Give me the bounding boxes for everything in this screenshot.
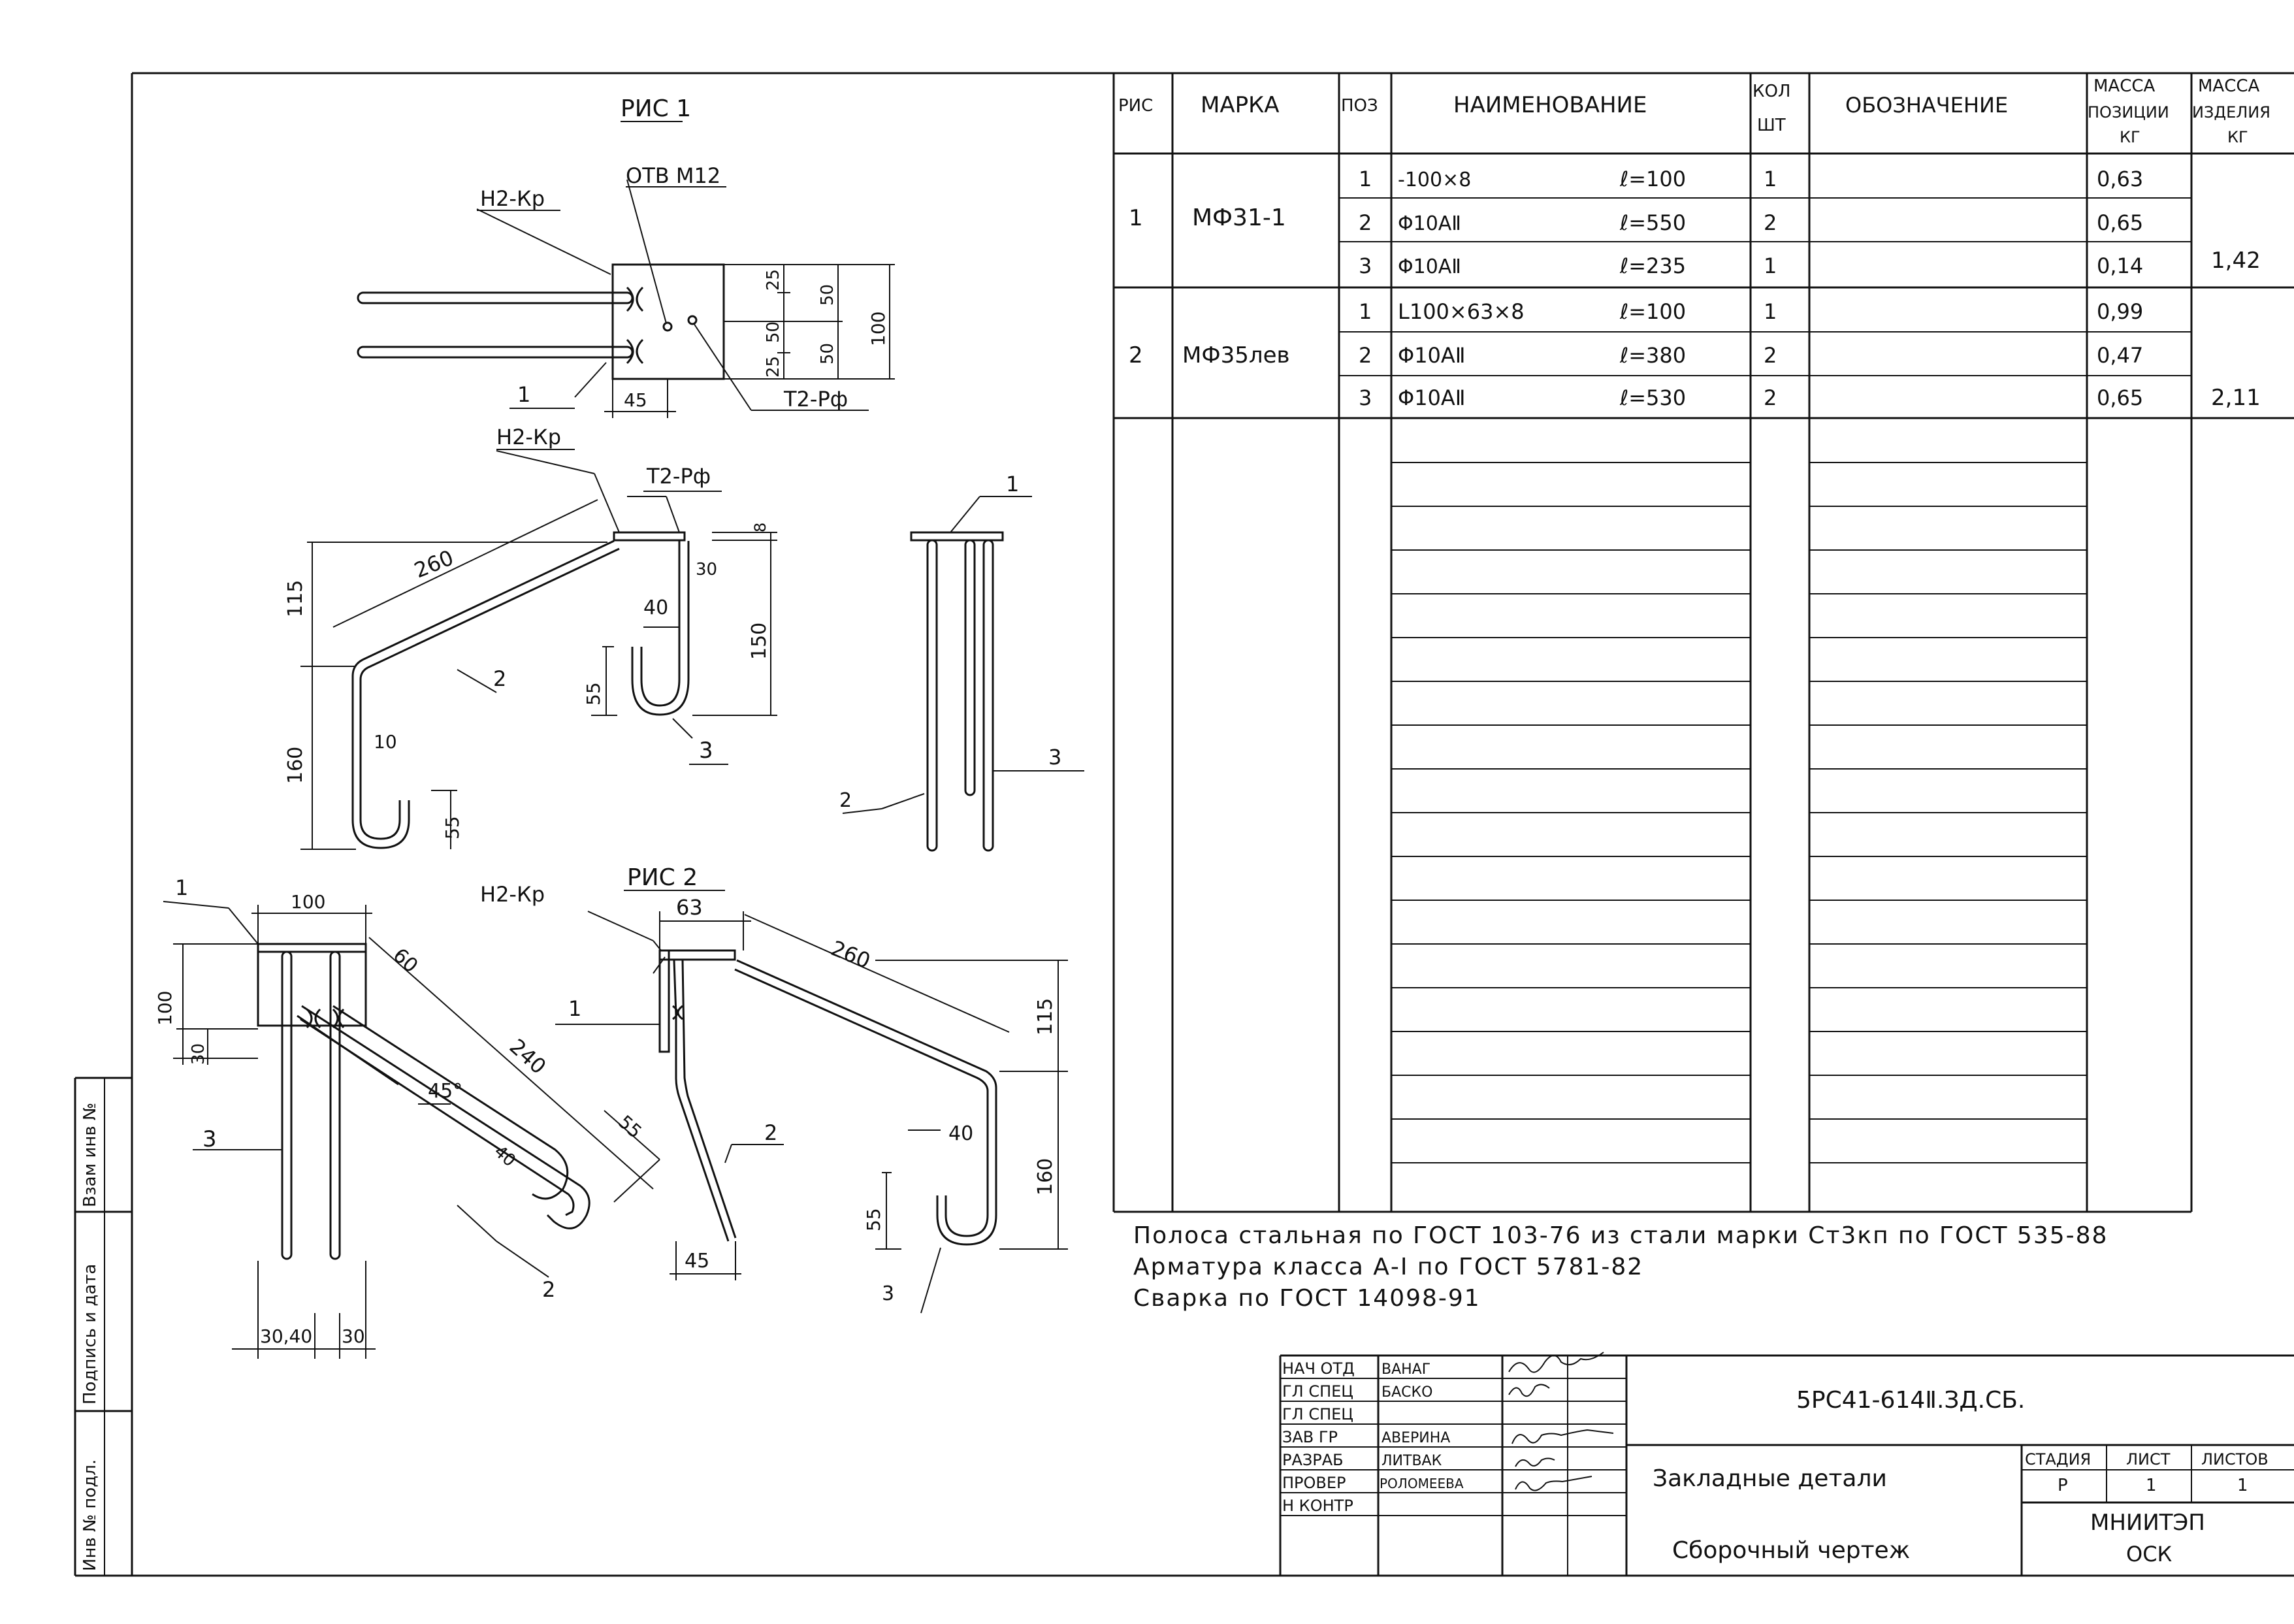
g1-r3-mass: 0,14 [2097, 253, 2144, 278]
fig2-dim-240: 240 [504, 1033, 551, 1079]
g1-r2-name: Φ10АⅡ [1398, 212, 1462, 235]
fig1-dim-50b: 50 [818, 284, 837, 306]
fig1-hole-label: ОТВ М12 [626, 163, 721, 188]
fig1-dim-50c: 50 [818, 342, 837, 365]
fig1-dim-10: 10 [374, 731, 397, 753]
fig2-dim-30b: 30 [342, 1325, 365, 1347]
fig1-dim-160: 160 [284, 746, 307, 784]
title-block [1280, 1352, 2294, 1576]
fig1-weld-h2-side: Н2-Кр [496, 425, 561, 449]
fig1-dim-150: 150 [748, 622, 771, 660]
g1-r2-len: ℓ=550 [1620, 210, 1687, 235]
fig2-dim-63: 63 [676, 895, 703, 920]
th-ris: РИС [1118, 96, 1154, 116]
fig1-side-view [300, 451, 777, 849]
tb-title-1: Закладные детали [1653, 1465, 1887, 1492]
fig2-dim-55: 55 [614, 1111, 646, 1143]
fig2-dim-260: 260 [828, 935, 874, 974]
fig2-dim-45: 45 [685, 1250, 710, 1273]
fig2-side-pos2: 2 [764, 1120, 778, 1145]
g2-r1-poz: 1 [1359, 299, 1372, 324]
fig1-weld-t2-side: Т2-Рф [647, 464, 711, 489]
fig2-dim-100v: 100 [154, 990, 176, 1026]
th-poz: ПОЗ [1341, 96, 1378, 116]
fig1-dim-55b: 55 [583, 682, 604, 706]
th-kol2: ШТ [1757, 116, 1786, 135]
fig2-weld-h2: Н2-Кр [480, 882, 545, 907]
tb-role-7: Н КОНТР [1282, 1497, 1353, 1515]
g1-r1-mass: 0,63 [2097, 167, 2144, 191]
fig2-front-pos1: 1 [175, 875, 189, 900]
g1-r2-kol: 2 [1764, 210, 1777, 235]
fig1-front-pos3: 3 [1048, 745, 1062, 770]
fig1-weld-t2: Т2-Рф [784, 387, 848, 412]
fig1-dim-100: 100 [867, 311, 889, 346]
fig1-plan-pos1: 1 [517, 382, 531, 407]
tb-stage-header: СТАДИЯ [2025, 1450, 2092, 1469]
th-name: НАИМЕНОВАНИЕ [1453, 92, 1647, 118]
fig2-dim-115: 115 [1034, 998, 1057, 1035]
g2-r2-kol: 2 [1764, 343, 1777, 368]
note-strip-steel: Полоса стальная по ГОСТ 103-76 из стали марки Ст3кп по ГОСТ 535-88 [1133, 1222, 2108, 1249]
figure-2 [154, 864, 1068, 1359]
fig1-plan-view [358, 180, 895, 418]
fig2-dim-160: 160 [1034, 1158, 1057, 1195]
g1-ris: 1 [1129, 205, 1143, 231]
g1-r2-mass: 0,65 [2097, 210, 2144, 235]
figure-1 [284, 95, 1084, 851]
th-kol: КОЛ [1753, 82, 1791, 101]
fig2-front-pos3: 3 [202, 1126, 217, 1152]
g2-r3-poz: 3 [1359, 385, 1372, 410]
fig1-dim-40: 40 [643, 596, 669, 619]
g1-marka: МФ31-1 [1192, 204, 1286, 231]
fig2-side-pos1: 1 [568, 996, 582, 1021]
fig2-dim-100: 100 [291, 891, 326, 913]
g1-r3-kol: 1 [1764, 253, 1777, 278]
tb-sheets: 1 [2237, 1476, 2248, 1495]
fig1-side-pos2: 2 [493, 666, 507, 691]
fig2-dim-40b: 40 [948, 1122, 974, 1145]
tb-role-3: ГЛ СПЕЦ [1282, 1405, 1353, 1423]
signature-2 [1509, 1384, 1549, 1396]
fig1-dim-25a: 25 [764, 268, 783, 291]
tb-stage: Р [2058, 1476, 2068, 1495]
g1-r3-poz: 3 [1359, 253, 1372, 278]
g2-r2-len: ℓ=380 [1620, 343, 1687, 368]
tb-sheets-header: ЛИСТОВ [2201, 1450, 2269, 1469]
th-oboz: ОБОЗНАЧЕНИЕ [1845, 93, 2009, 118]
g1-r3-name: Φ10АⅡ [1398, 255, 1462, 278]
g1-r1-kol: 1 [1764, 167, 1777, 191]
fig2-side-view [555, 911, 1068, 1313]
fig2-side-pos3: 3 [882, 1282, 895, 1305]
side-stamp [80, 1103, 100, 1571]
fig1-front-view [843, 496, 1084, 851]
g2-r2-poz: 2 [1359, 343, 1372, 368]
g2-ris: 2 [1129, 342, 1143, 368]
tb-role-1: НАЧ ОТД [1282, 1359, 1355, 1378]
tb-sheet-header: ЛИСТ [2126, 1450, 2171, 1469]
fig1-dim-8: 8 [751, 522, 769, 532]
g1-r1-name: -100×8 [1398, 169, 1472, 191]
g2-r2-mass: 0,47 [2097, 343, 2144, 368]
fig1-dim-260: 260 [410, 545, 457, 583]
g2-r1-len: ℓ=100 [1620, 299, 1687, 324]
fig1-dim-30: 30 [696, 560, 718, 579]
th-marka: МАРКА [1201, 92, 1280, 118]
th-mass-pos: МАССА [2093, 76, 2156, 96]
fig1-dim-50a: 50 [764, 321, 783, 343]
fig1-dim-115: 115 [284, 579, 307, 617]
g1-r3-len: ℓ=235 [1620, 253, 1687, 278]
note-welding: Сварка по ГОСТ 14098-91 [1133, 1285, 1481, 1312]
g2-r2-name: Φ10АⅡ [1398, 343, 1466, 368]
g2-r3-mass: 0,65 [2097, 385, 2144, 410]
g2-r3-len: ℓ=530 [1620, 385, 1687, 410]
drawing-notes [1133, 1220, 2108, 1314]
th-mass-izd: МАССА [2198, 76, 2260, 96]
fig1-weld-h2-top: Н2-Кр [480, 186, 545, 211]
g1-r1-len: ℓ=100 [1620, 167, 1687, 191]
th-mass-pos2: ПОЗИЦИИ [2088, 103, 2169, 122]
g2-r1-mass: 0,99 [2097, 299, 2144, 324]
g2-marka: МФ35лев [1182, 342, 1290, 368]
fig2-dim-30v: 30 [189, 1043, 208, 1065]
tb-role-2: ГЛ СПЕЦ [1282, 1382, 1353, 1401]
fig2-front-pos2: 2 [542, 1277, 556, 1302]
fig2-dim-40: 40 [490, 1141, 519, 1171]
tb-sheet: 1 [2146, 1476, 2157, 1495]
g2-r3-name: Φ10АⅡ [1398, 385, 1466, 410]
tb-name-1: ВАНАГ [1381, 1361, 1431, 1378]
side-stamp-inv-podl: Инв № подл. [80, 1459, 100, 1571]
fig1-front-pos1: 1 [1006, 472, 1020, 496]
tb-name-6: РОЛОМЕЕВА [1380, 1476, 1464, 1491]
g2-mass-izd: 2,11 [2211, 385, 2261, 411]
tb-role-5: РАЗРАБ [1282, 1451, 1344, 1469]
side-stamp-vzam: Взам инв № [80, 1103, 100, 1207]
fig2-dim-55b: 55 [863, 1208, 884, 1231]
note-rebar-class: Арматура класса А-Ⅰ по ГОСТ 5781-82 [1133, 1254, 1644, 1280]
tb-name-5: ЛИТВАК [1381, 1453, 1442, 1469]
signature-4 [1515, 1459, 1555, 1467]
th-mass-pos3: КГ [2120, 128, 2141, 146]
tb-org-2: ОСК [2126, 1542, 2173, 1567]
figure-2-title: РИС 2 [627, 864, 698, 891]
fig1-dim-25b: 25 [764, 355, 783, 378]
fig1-front-pos2: 2 [839, 789, 852, 812]
fig1-side-pos3: 3 [699, 738, 713, 764]
fig2-dim-30-40: 30,40 [260, 1325, 313, 1347]
tb-role-6: ПРОВЕР [1282, 1474, 1346, 1492]
tb-org-1: МНИИТЭП [2090, 1510, 2205, 1536]
tb-role-4: ЗАВ ГР [1282, 1428, 1338, 1446]
g2-r1-name: L100×63×8 [1398, 299, 1525, 324]
tb-document-code: 5РС41-614Ⅱ.ЗД.СБ. [1796, 1387, 2026, 1414]
g1-r1-poz: 1 [1359, 167, 1372, 191]
spec-table [1114, 73, 2294, 1212]
th-mass-izd3: КГ [2227, 128, 2248, 146]
fig2-dim-60: 60 [388, 943, 423, 978]
tb-name-4: АВЕРИНА [1381, 1430, 1451, 1446]
fig1-dim-55: 55 [442, 816, 463, 839]
fig1-dim-45: 45 [624, 389, 647, 411]
side-stamp-podpis: Подпись и дата [80, 1263, 100, 1405]
th-mass-izd2: ИЗДЕЛИЯ [2192, 103, 2270, 122]
signature-5 [1515, 1476, 1592, 1491]
signature-3 [1512, 1430, 1613, 1444]
tb-title-2: Сборочный чертеж [1672, 1537, 1911, 1564]
g1-mass-izd: 1,42 [2211, 248, 2261, 274]
g1-r2-poz: 2 [1359, 210, 1372, 235]
figure-1-title: РИС 1 [621, 95, 692, 122]
tb-name-2: БАСКО [1381, 1384, 1433, 1401]
g2-r1-kol: 1 [1764, 299, 1777, 324]
g2-r3-kol: 2 [1764, 385, 1777, 410]
fig2-dim-45deg: 45° [428, 1080, 463, 1103]
